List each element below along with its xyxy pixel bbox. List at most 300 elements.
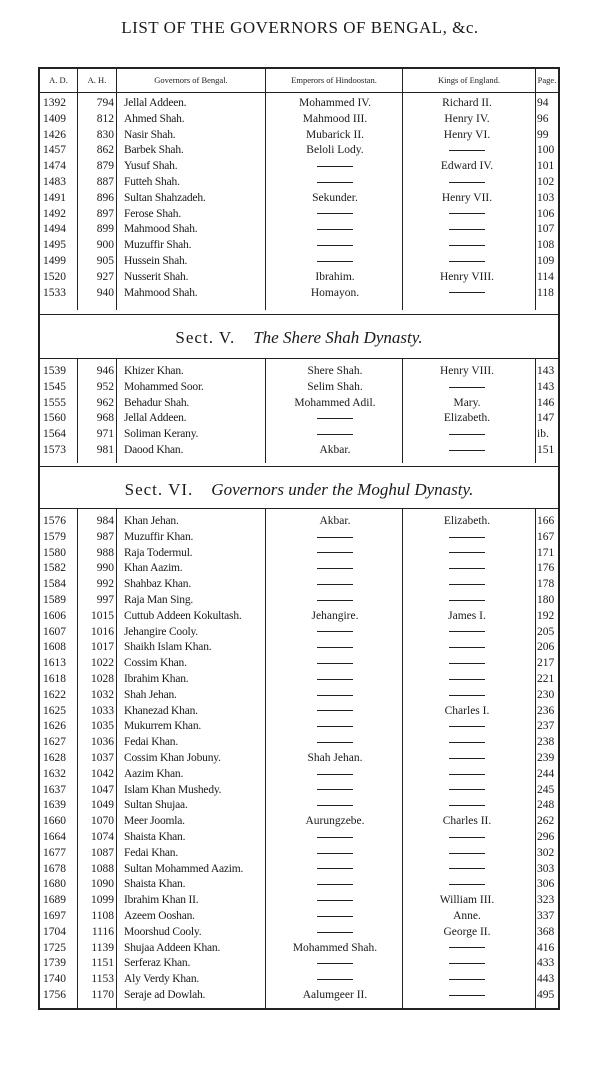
cell-pg: 306 <box>537 878 555 891</box>
cell-pg: 178 <box>537 578 555 591</box>
cell-pg: 166 <box>537 515 555 527</box>
cell-gov: Jellal Addeen. <box>124 412 187 425</box>
ditto-dash <box>402 688 532 704</box>
ditto-dash <box>402 656 532 672</box>
cell-emp: Mahmood III. <box>302 112 368 125</box>
table-row <box>40 364 558 380</box>
cell-ah: 927 <box>96 270 114 283</box>
cell-ah: 1049 <box>91 799 114 812</box>
table-row <box>40 909 558 925</box>
cell-ad: 1689 <box>43 894 66 907</box>
ditto-dash <box>402 719 532 735</box>
cell-gov: Ferose Shah. <box>124 207 182 220</box>
cell-gov: Khizer Khan. <box>124 365 184 377</box>
ditto-dash <box>270 222 400 238</box>
cell-ad: 1579 <box>43 530 66 543</box>
cell-pg: 443 <box>537 973 555 986</box>
cell-pg: 230 <box>537 688 555 701</box>
cell-emp: Mohammed IV. <box>299 97 371 109</box>
cell-king: Henry VII. <box>441 191 493 204</box>
cell-ah: 1022 <box>91 657 114 670</box>
table-row <box>40 546 558 562</box>
cell-pg: 106 <box>537 207 555 220</box>
cell-king: Richard II. <box>442 97 492 109</box>
ditto-dash <box>402 735 532 751</box>
cell-ad: 1697 <box>43 910 66 922</box>
cell-ad: 1580 <box>43 546 66 559</box>
cell-emp: Shah Jehan. <box>307 752 363 764</box>
ditto-dash <box>270 411 400 427</box>
cell-ah: 1033 <box>91 704 114 717</box>
ditto-dash <box>270 798 400 814</box>
cell-ad: 1739 <box>43 957 66 970</box>
cell-gov: Aly Verdy Khan. <box>124 973 200 986</box>
cell-ad: 1520 <box>43 270 66 283</box>
cell-gov: Serferaz Khan. <box>124 957 191 970</box>
section-divider <box>38 508 560 509</box>
ditto-dash <box>270 561 400 577</box>
table-row <box>40 514 558 530</box>
table-row <box>40 112 558 128</box>
table-row <box>40 735 558 751</box>
ditto-dash <box>402 941 532 957</box>
cell-pg: 302 <box>537 846 555 859</box>
table-row <box>40 561 558 577</box>
cell-gov: Barbek Shah. <box>124 144 184 157</box>
page-title: LIST OF THE GOVERNORS OF BENGAL, &c. <box>121 18 479 37</box>
ditto-dash <box>270 767 400 783</box>
cell-gov: Behadur Shah. <box>124 396 190 409</box>
section-heading <box>40 328 558 348</box>
cell-king: James I. <box>448 609 486 622</box>
table-row <box>40 577 558 593</box>
cell-pg: 239 <box>537 752 555 764</box>
cell-ad: 1589 <box>43 594 66 606</box>
cell-ah: 879 <box>96 160 114 173</box>
cell-king: Henry IV. <box>444 112 490 125</box>
cell-ad: 1573 <box>43 444 66 456</box>
ditto-dash <box>402 561 532 577</box>
cell-pg: 143 <box>537 365 555 377</box>
cell-ah: 997 <box>96 594 114 606</box>
cell-pg: 108 <box>537 239 555 252</box>
cell-ah: 940 <box>96 286 114 299</box>
ditto-dash <box>270 254 400 270</box>
cell-pg: 100 <box>537 144 555 157</box>
cell-pg: 143 <box>537 380 555 393</box>
cell-ah: 1088 <box>91 862 114 875</box>
cell-gov: Fedai Khan. <box>124 736 179 749</box>
cell-ad: 1664 <box>43 831 66 843</box>
cell-gov: Shaikh Islam Khan. <box>124 641 212 654</box>
ditto-dash <box>402 175 532 191</box>
cell-ad: 1499 <box>43 255 66 267</box>
cell-gov: Islam Khan Mushedy. <box>124 783 222 796</box>
table-row <box>40 207 558 223</box>
cell-pg: 368 <box>537 925 555 938</box>
cell-pg: 107 <box>537 223 555 236</box>
ditto-dash <box>270 909 400 925</box>
cell-ah: 1016 <box>91 625 114 638</box>
cell-pg: 248 <box>537 799 555 812</box>
cell-emp: Akbar. <box>319 444 351 456</box>
cell-ad: 1409 <box>43 112 66 125</box>
ditto-dash <box>402 222 532 238</box>
table-row <box>40 238 558 254</box>
cell-pg: 205 <box>537 625 555 638</box>
cell-ah: 1108 <box>91 910 114 922</box>
ditto-dash <box>402 877 532 893</box>
cell-ah: 887 <box>96 176 114 188</box>
cell-ah: 896 <box>96 191 114 204</box>
cell-emp: Ibrahim. <box>315 270 355 283</box>
table-row <box>40 846 558 862</box>
ditto-dash <box>402 238 532 254</box>
cell-gov: Raja Man Sing. <box>124 594 194 606</box>
cell-ad: 1533 <box>43 286 66 299</box>
cell-pg: 94 <box>537 97 549 109</box>
cell-ah: 1042 <box>91 767 114 780</box>
header-kings: Kings of England. <box>403 67 535 93</box>
header-page: Page. <box>536 67 558 93</box>
table-row <box>40 862 558 878</box>
cell-emp: Shere Shah. <box>307 365 363 377</box>
ditto-dash <box>270 719 400 735</box>
ditto-dash <box>402 830 532 846</box>
cell-gov: Daood Khan. <box>124 444 184 456</box>
cell-pg: 244 <box>537 767 555 780</box>
cell-pg: 433 <box>537 957 555 970</box>
cell-pg: 296 <box>537 831 555 843</box>
cell-ad: 1626 <box>43 720 66 733</box>
cell-gov: Jehangire Cooly. <box>124 625 198 638</box>
cell-ah: 897 <box>96 207 114 220</box>
cell-ad: 1660 <box>43 815 66 828</box>
table-row <box>40 159 558 175</box>
ditto-dash <box>402 546 532 562</box>
cell-pg: 103 <box>537 191 555 204</box>
table-row <box>40 530 558 546</box>
cell-ah: 968 <box>96 412 114 425</box>
cell-gov: Seraje ad Dowlah. <box>124 989 206 1001</box>
cell-ad: 1539 <box>43 365 66 377</box>
table-row <box>40 380 558 396</box>
table-row <box>40 128 558 144</box>
table-row <box>40 719 558 735</box>
cell-king: Edward IV. <box>440 160 494 173</box>
ditto-dash <box>402 988 532 1004</box>
ditto-dash <box>402 798 532 814</box>
cell-gov: Mahmood Shah. <box>124 223 198 236</box>
cell-pg: 96 <box>537 112 549 125</box>
cell-gov: Khan Jehan. <box>124 515 179 527</box>
cell-ah: 992 <box>96 578 114 591</box>
ditto-dash <box>270 862 400 878</box>
cell-ah: 812 <box>96 112 114 125</box>
cell-ah: 830 <box>96 128 114 141</box>
table-row <box>40 688 558 704</box>
ditto-dash <box>402 443 532 459</box>
cell-ad: 1560 <box>43 412 66 425</box>
cell-pg: 262 <box>537 815 555 828</box>
cell-ad: 1740 <box>43 973 66 986</box>
cell-ah: 971 <box>96 428 114 441</box>
ditto-dash <box>402 751 532 767</box>
cell-gov: Cossim Khan Jobuny. <box>124 752 221 764</box>
table-row <box>40 783 558 799</box>
cell-ah: 1151 <box>91 957 114 970</box>
cell-gov: Futteh Shah. <box>124 176 180 188</box>
cell-ad: 1639 <box>43 799 66 812</box>
table-row <box>40 222 558 238</box>
table-row <box>40 191 558 207</box>
ditto-dash <box>270 956 400 972</box>
cell-pg: 167 <box>537 530 555 543</box>
ditto-dash <box>402 956 532 972</box>
ditto-dash <box>402 593 532 609</box>
ditto-dash <box>402 207 532 223</box>
table-row <box>40 427 558 443</box>
cell-king: Elizabeth. <box>443 515 491 527</box>
cell-ah: 1153 <box>91 973 114 986</box>
table-row <box>40 625 558 641</box>
cell-ah: 987 <box>96 530 114 543</box>
cell-ah: 946 <box>96 365 114 377</box>
cell-ad: 1628 <box>43 752 66 764</box>
cell-ad: 1618 <box>43 673 66 685</box>
cell-ad: 1494 <box>43 223 66 236</box>
cell-pg: 109 <box>537 255 555 267</box>
cell-ah: 899 <box>96 223 114 236</box>
cell-ah: 1037 <box>91 752 114 764</box>
section-heading <box>40 480 558 500</box>
ditto-dash <box>270 972 400 988</box>
cell-gov: Mukurrem Khan. <box>124 720 202 733</box>
header-emperors: Emperors of Hindoostan. <box>266 67 402 93</box>
cell-ah: 1032 <box>91 688 114 701</box>
cell-ah: 962 <box>96 396 114 409</box>
table-row <box>40 175 558 191</box>
cell-ah: 862 <box>96 144 114 157</box>
table-row <box>40 877 558 893</box>
ditto-dash <box>270 925 400 941</box>
cell-pg: 206 <box>537 641 555 654</box>
cell-ah: 952 <box>96 380 114 393</box>
ditto-dash <box>270 672 400 688</box>
cell-pg: 101 <box>537 160 555 173</box>
cell-emp: Mohammed Shah. <box>292 941 378 954</box>
ditto-dash <box>270 704 400 720</box>
section-name: The Shere Shah Dynasty. <box>253 328 423 347</box>
cell-emp: Aalumgeer II. <box>302 989 368 1001</box>
ditto-dash <box>270 159 400 175</box>
cell-ad: 1704 <box>43 925 66 938</box>
cell-ah: 794 <box>96 97 114 109</box>
section-divider <box>38 314 560 315</box>
cell-pg: 180 <box>537 594 555 606</box>
cell-king: Henry VIII. <box>439 270 495 283</box>
ditto-dash <box>270 656 400 672</box>
cell-ah: 1074 <box>91 831 114 843</box>
ditto-dash <box>270 175 400 191</box>
ditto-dash <box>402 427 532 443</box>
table-row <box>40 830 558 846</box>
table-row <box>40 972 558 988</box>
ditto-dash <box>402 672 532 688</box>
cell-gov: Aazim Khan. <box>124 767 184 780</box>
cell-ad: 1492 <box>43 207 66 220</box>
header-ah: A. H. <box>78 67 116 93</box>
ditto-dash <box>402 862 532 878</box>
cell-pg: 303 <box>537 862 555 875</box>
cell-gov: Ahmed Shah. <box>124 112 185 125</box>
cell-gov: Cossim Khan. <box>124 657 187 670</box>
cell-ad: 1457 <box>43 144 66 157</box>
cell-gov: Mahmood Shah. <box>124 286 198 299</box>
cell-ah: 1139 <box>91 941 114 954</box>
cell-pg: 102 <box>537 176 555 188</box>
table-row <box>40 96 558 112</box>
cell-ad: 1622 <box>43 688 66 701</box>
cell-king: Anne. <box>453 910 481 922</box>
header-governors: Governors of Bengal. <box>117 67 265 93</box>
cell-gov: Sultan Mohammed Aazim. <box>124 862 244 875</box>
cell-gov: Ibrahim Khan. <box>124 673 189 685</box>
ditto-dash <box>402 286 532 302</box>
cell-ad: 1495 <box>43 239 66 252</box>
cell-king: William III. <box>439 894 495 907</box>
cell-gov: Shah Jehan. <box>124 688 177 701</box>
table-row <box>40 656 558 672</box>
cell-pg: 237 <box>537 720 555 733</box>
cell-gov: Nusserit Shah. <box>124 270 189 283</box>
cell-king: Henry VI. <box>443 128 491 141</box>
table-row <box>40 956 558 972</box>
cell-pg: 245 <box>537 783 555 796</box>
ditto-dash <box>402 625 532 641</box>
table-row <box>40 609 558 625</box>
cell-emp: Jehangire. <box>311 609 359 622</box>
cell-pg: 323 <box>537 894 555 907</box>
cell-ad: 1613 <box>43 657 66 670</box>
table-row <box>40 941 558 957</box>
cell-gov: Shaista Khan. <box>124 831 186 843</box>
ditto-dash <box>270 625 400 641</box>
table-row <box>40 443 558 459</box>
ditto-dash <box>270 427 400 443</box>
cell-king: Mary. <box>453 396 481 409</box>
cell-ah: 1170 <box>91 989 114 1001</box>
cell-ad: 1725 <box>43 941 66 954</box>
cell-ad: 1474 <box>43 160 66 173</box>
cell-emp: Selim Shah. <box>307 380 363 393</box>
ditto-dash <box>270 207 400 223</box>
cell-gov: Ibrahim Khan II. <box>124 894 199 907</box>
ditto-dash <box>270 593 400 609</box>
table-row <box>40 396 558 412</box>
cell-gov: Khan Aazim. <box>124 562 183 575</box>
cell-king: Henry VIII. <box>439 365 495 377</box>
ditto-dash <box>270 877 400 893</box>
ditto-dash <box>270 846 400 862</box>
cell-emp: Mubarick II. <box>305 128 365 141</box>
cell-gov: Khanezad Khan. <box>124 704 198 717</box>
cell-emp: Aurungzebe. <box>305 815 365 828</box>
ditto-dash <box>402 577 532 593</box>
ditto-dash <box>270 688 400 704</box>
cell-gov: Nasir Shah. <box>124 128 176 141</box>
cell-gov: Hussein Shah. <box>124 255 188 267</box>
cell-gov: Fedai Khan. <box>124 846 179 859</box>
cell-ah: 1116 <box>91 925 114 938</box>
cell-pg: 221 <box>537 673 555 685</box>
table-row <box>40 143 558 159</box>
cell-pg: 238 <box>537 736 555 749</box>
cell-pg: 99 <box>537 128 549 141</box>
cell-pg: 495 <box>537 989 555 1001</box>
cell-gov: Sultan Shujaa. <box>124 799 188 812</box>
section-divider <box>38 358 560 359</box>
cell-pg: 118 <box>537 286 554 299</box>
cell-pg: 114 <box>537 270 554 283</box>
cell-gov: Meer Joomla. <box>124 815 185 828</box>
cell-pg: 337 <box>537 910 555 922</box>
cell-ad: 1426 <box>43 128 66 141</box>
ditto-dash <box>402 530 532 546</box>
cell-emp: Homayon. <box>310 286 360 299</box>
table-row <box>40 704 558 720</box>
cell-pg: ib. <box>537 428 549 441</box>
section-label: Sect. VI. <box>124 480 194 499</box>
table-row <box>40 798 558 814</box>
cell-ad: 1564 <box>43 428 66 441</box>
cell-emp: Sekunder. <box>312 191 358 204</box>
cell-gov: Mohammed Soor. <box>124 380 204 393</box>
cell-ad: 1392 <box>43 97 66 109</box>
table-row <box>40 814 558 830</box>
cell-ad: 1627 <box>43 736 66 749</box>
cell-ah: 1099 <box>91 894 114 907</box>
cell-ah: 1090 <box>91 878 114 891</box>
cell-ah: 981 <box>96 444 114 456</box>
ditto-dash <box>402 640 532 656</box>
table-row <box>40 411 558 427</box>
cell-ad: 1608 <box>43 641 66 654</box>
cell-ad: 1680 <box>43 878 66 891</box>
table-row <box>40 988 558 1004</box>
cell-ad: 1584 <box>43 578 66 591</box>
ditto-dash <box>270 783 400 799</box>
cell-gov: Azeem Ooshan. <box>124 910 195 922</box>
cell-pg: 146 <box>537 396 555 409</box>
cell-ad: 1606 <box>43 609 66 622</box>
table-row <box>40 593 558 609</box>
cell-gov: Shaista Khan. <box>124 878 186 891</box>
table-row <box>40 767 558 783</box>
cell-ah: 1087 <box>91 846 114 859</box>
cell-gov: Sultan Shahzadeh. <box>124 191 206 204</box>
cell-gov: Cuttub Addeen Kokultash. <box>124 609 242 622</box>
cell-ad: 1555 <box>43 396 66 409</box>
cell-pg: 176 <box>537 562 555 575</box>
cell-ah: 990 <box>96 562 114 575</box>
ditto-dash <box>402 767 532 783</box>
table-row <box>40 751 558 767</box>
section-label: Sect. V. <box>175 328 236 347</box>
table-row <box>40 270 558 286</box>
table-row <box>40 286 558 302</box>
section-name: Governors under the Moghul Dynasty. <box>211 480 474 499</box>
